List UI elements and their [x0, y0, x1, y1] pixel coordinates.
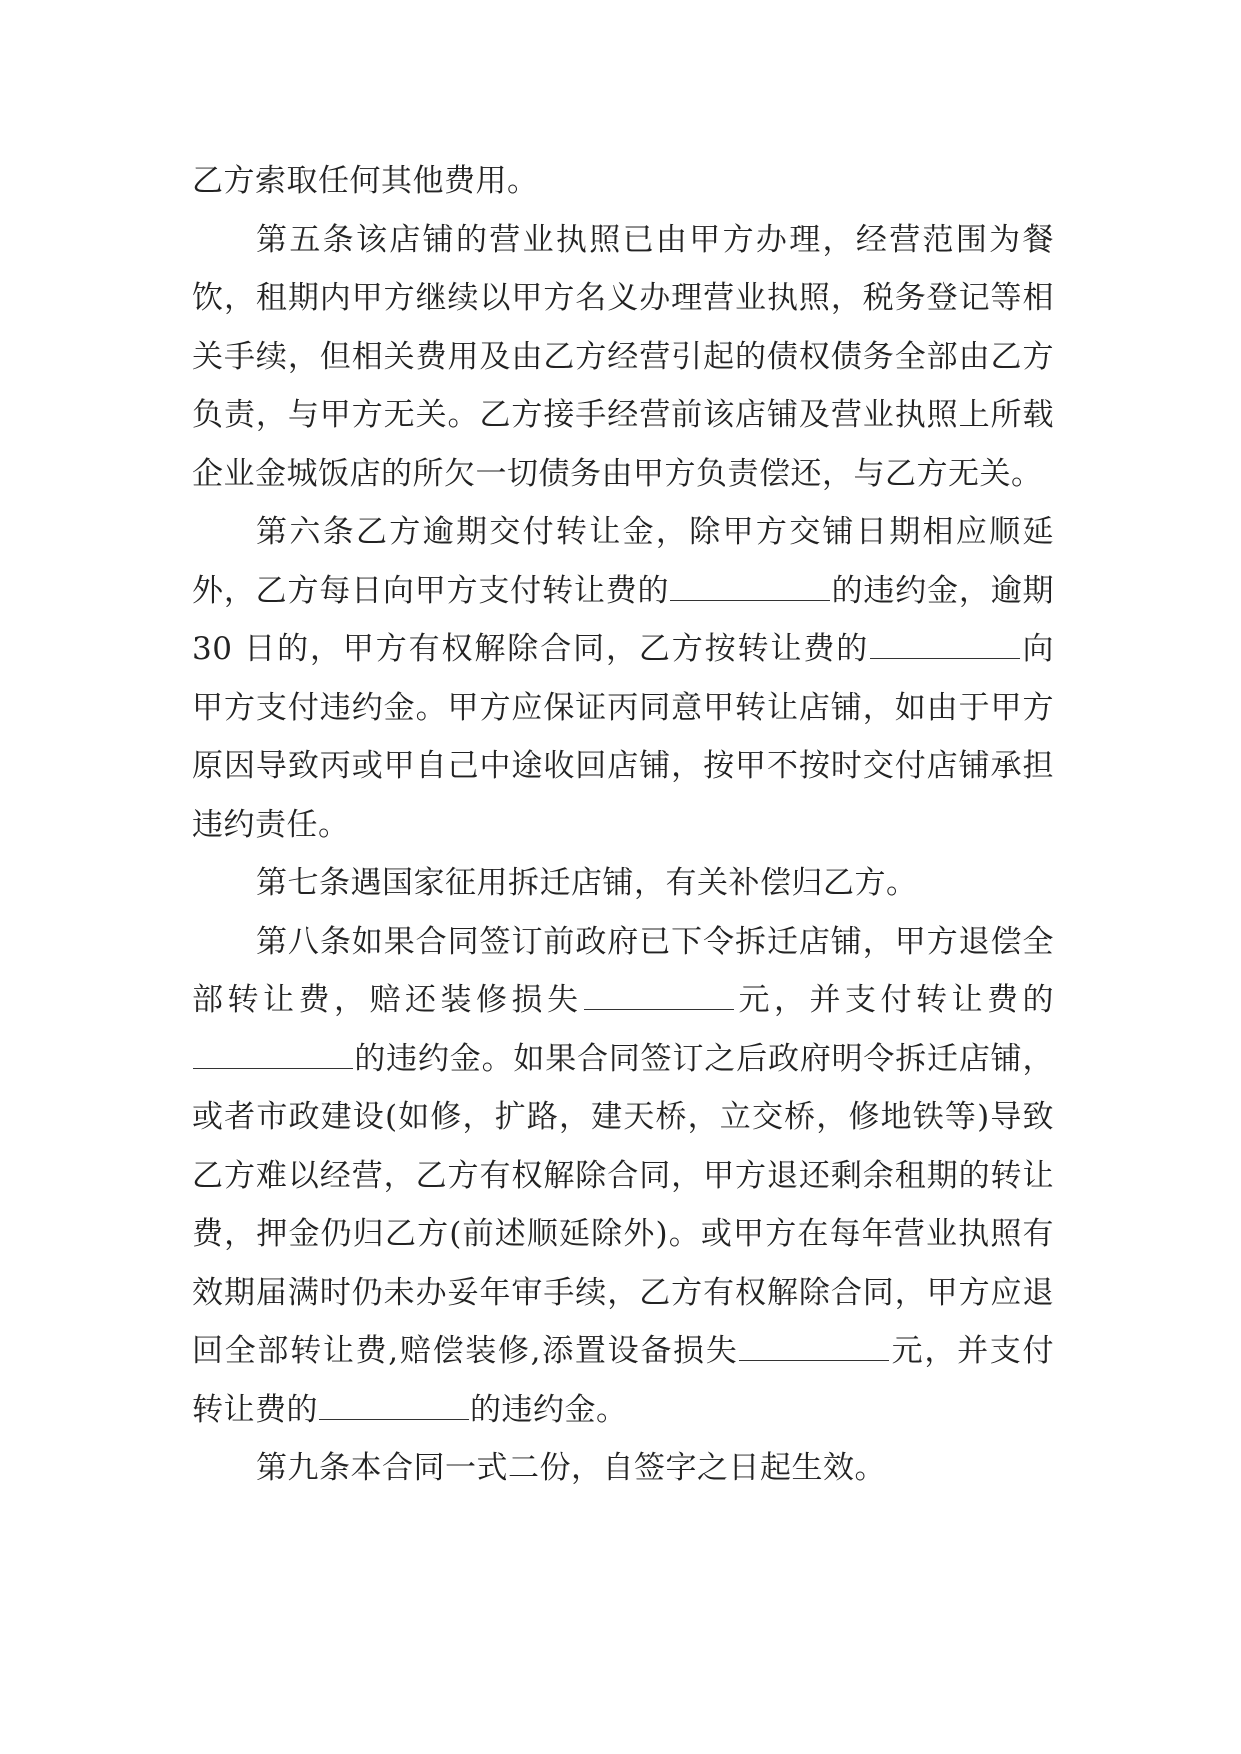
fill-in-blank[interactable] — [193, 1037, 353, 1069]
paragraph-text: 向甲方支付违约金。甲方应保证丙同意甲转让店铺，如由于甲方原因导致丙或甲自己中途收回店铺，按甲不按时交付店铺承担违约责任。 — [192, 631, 1054, 843]
paragraph-text: 第六条乙方逾期交付转让金，除甲方交铺日期相应顺延外，乙方每日向甲方支付转让费的 — [192, 514, 1054, 609]
paragraph-article-7 — [192, 854, 1054, 913]
paragraph-text: 第七条遇国家征用拆迁店铺，有关补偿归乙方。 — [256, 865, 918, 901]
paragraph-article-6 — [192, 503, 1054, 854]
paragraph-text: 第八条如果合同签订前政府已下令拆迁店铺，甲方退偿全部转让费，赔还装修损失 — [192, 923, 1054, 1018]
paragraph-continuation — [192, 152, 1054, 211]
fill-in-blank[interactable] — [584, 978, 734, 1010]
fill-in-blank[interactable] — [739, 1329, 889, 1361]
fill-in-blank[interactable] — [319, 1388, 469, 1420]
paragraph-text: 的违约金。如果合同签订之后政府明令拆迁店铺，或者市政建设(如修，扩路，建天桥，立交桥，修地铁等)导致乙方难以经营，乙方有权解除合同，甲方退还剩余租期的转让费，押金仍归乙方(前述顺延除外)。或甲方在每年营业执照有效期届满时仍未办妥年审手续，乙方有权解除合同，甲方应退回全部转让费,赔偿装修,添置设备损失 — [192, 1040, 1054, 1369]
paragraph-article-8 — [192, 913, 1054, 1440]
paragraph-text: 第九条本合同一式二份，自签字之日起生效。 — [256, 1450, 886, 1486]
fill-in-blank[interactable] — [870, 627, 1020, 659]
fill-in-blank[interactable] — [670, 569, 830, 601]
contract-body — [192, 152, 1054, 1498]
paragraph-text: 的违约金。 — [470, 1391, 628, 1428]
paragraph-text: 第五条该店铺的营业执照已由甲方办理，经营范围为餐饮，租期内甲方继续以甲方名义办理营业执照，税务登记等相关手续，但相关费用及由乙方经营引起的债权债务全部由乙方负责，与甲方无关。乙方接手经营前该店铺及营业执照上所载企业金城饭店的所欠一切债务由甲方负责偿还，与乙方无关。 — [192, 221, 1054, 492]
paragraph-text: 的违约金，逾期 30 日的，甲方有权解除合同，乙方按转让费的 — [192, 572, 1055, 667]
paragraph-article-9 — [192, 1439, 1054, 1498]
paragraph-text: 乙方索取任何其他费用。 — [192, 163, 539, 199]
paragraph-text: 元，并支付转让费的 — [734, 982, 1054, 1018]
paragraph-article-5 — [192, 211, 1054, 504]
paragraph-text: 元，并支付转让费的 — [192, 1333, 1054, 1428]
